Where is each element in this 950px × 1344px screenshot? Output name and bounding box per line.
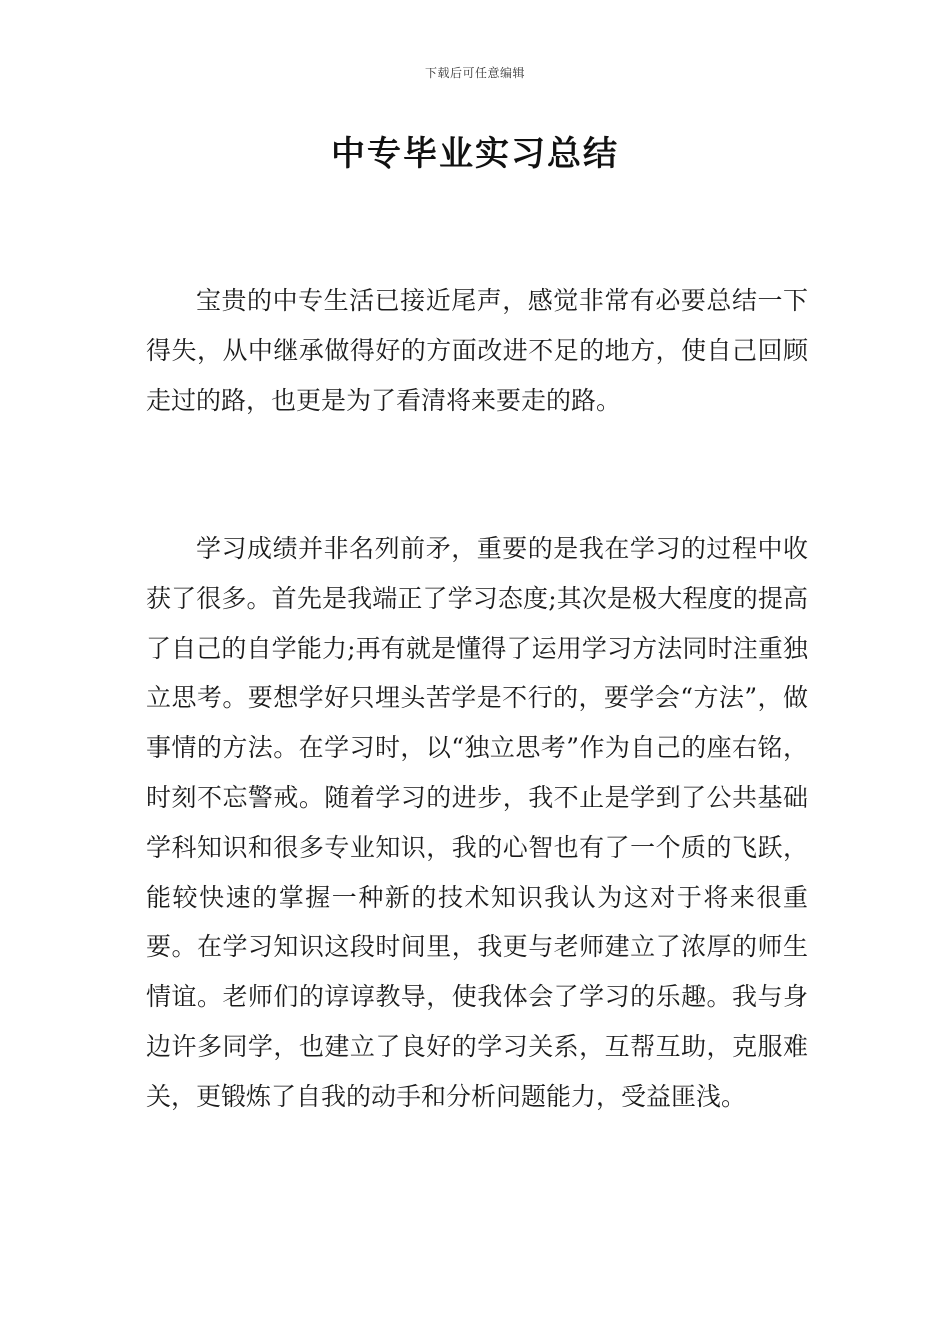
paragraph-intro: 宝贵的中专生活已接近尾声，感觉非常有必要总结一下得失，从中继承做得好的方面改进不足的地方，使自己回顾走过的路，也更是为了看清将来要走的路。 <box>146 286 808 415</box>
header-note: 下载后可任意编辑 <box>424 66 525 80</box>
paragraph-study: 学习成绩并非名列前矛，重要的是我在学习的过程中收获了很多。首先是我端正了学习态度;其次是极大程度的提高了自己的自学能力;再有就是懂得了运用学习方法同时注重独立思考。要想学好只埋头苦学是不行的，要学会“方法”，做事情的方法。在学习时，以“独立思考”作为自己的座右铭，时刻不忘警戒。随着学习的进步，我不止是学到了公共基础学科知识和很多专业知识，我的心智也有了一个质的飞跃，能较快速的掌握一种新的技术知识我认为这对于将来很重要。在学习知识这段时间里，我更与老师建立了浓厚的师生情谊。老师们的谆谆教导，使我体会了学习的乐趣。我与身边许多同学，也建立了良好的学习关系，互帮互助，克服难关，更锻炼了自我的动手和分析问题能力，受益匪浅。 <box>146 534 808 1111</box>
document-title: 中专毕业实习总结 <box>331 134 619 174</box>
